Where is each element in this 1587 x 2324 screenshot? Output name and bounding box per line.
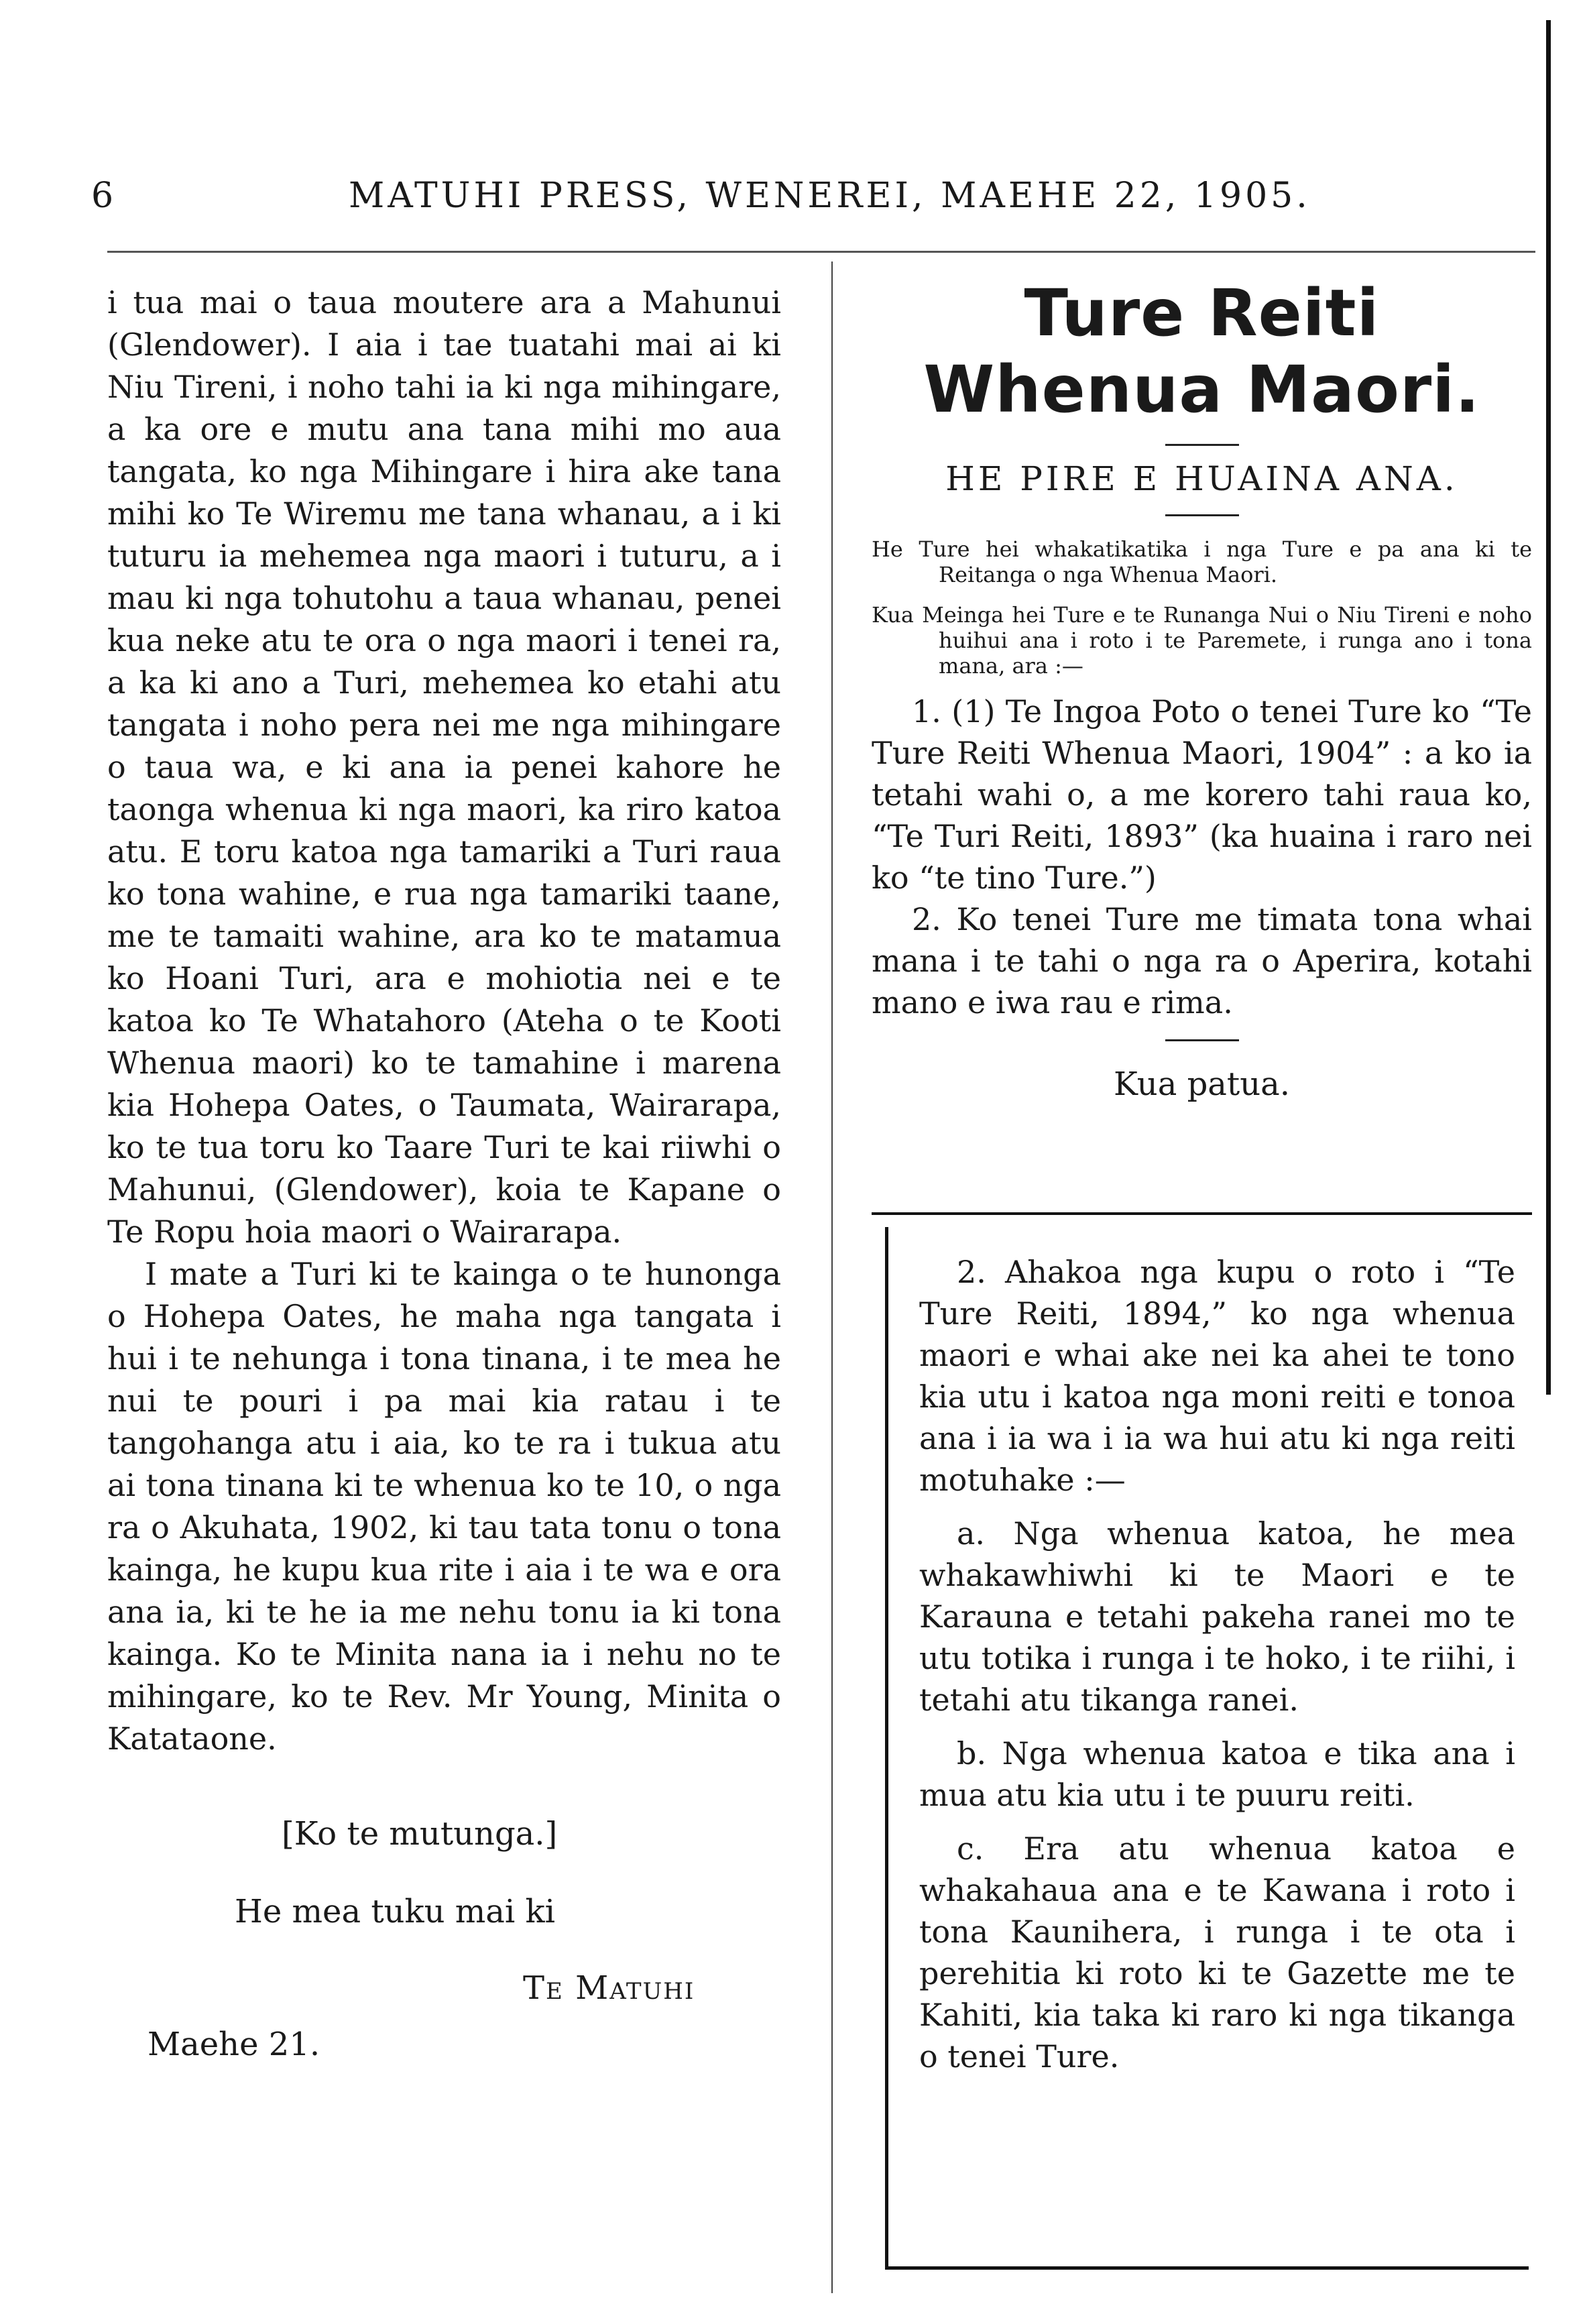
passed-note: Kua patua.: [1113, 1065, 1290, 1103]
signature: Te Matuhi: [523, 1969, 695, 2007]
section-rule: [1165, 1039, 1239, 1041]
page-edge-rule: [1546, 20, 1551, 1395]
title-rule: [1165, 444, 1239, 446]
subtitle-rule: [1165, 514, 1239, 516]
left-column: [107, 282, 781, 2063]
notice-item: a. Nga whenua katoa, he mea whakawhiwhi ki te Maori e te Karauna e tetahi pakeha ranei mo te utu totika i runga i te hoko, i te riihi, i tetahi atu tikanga ranei.: [919, 1515, 1515, 1718]
article-closing: [Ko te mutunga.]: [282, 1815, 558, 1853]
header-rule: [107, 251, 1535, 253]
notice-item: c. Era atu whenua katoa e whakahaua ana e te Kawana i roto i tona Kaunihera, i runga i te ota i perehitia ki roto ki te Gazette me te Kahiti, kia taka ki raro ki nga tikanga o tenei Ture.: [919, 1831, 1515, 2075]
act-title: Ture Reiti Whenua Maori.: [923, 276, 1480, 427]
act-section: 2. Ko tenei Ture me timata tona whai mana i te tahi o nga ra o Aperira, kotahi mano e iwa rau e rima.: [872, 901, 1532, 1021]
notice-item: b. Nga whenua katoa e tika ana i mua atu kia utu i te puuru reiti.: [919, 1735, 1515, 1813]
act-purpose: He Ture hei whakatikatika i nga Ture e pa ana ki te Reitanga o nga Whenua Maori.: [872, 536, 1532, 587]
notice-box: [885, 1227, 1529, 2270]
right-column: [872, 275, 1532, 1103]
running-head: MATUHI PRESS, WENEREI, MAEHE 22, 1905.: [349, 176, 1311, 216]
dateline: Maehe 21.: [148, 2026, 320, 2063]
sender-line: He mea tuku mai ki: [235, 1893, 555, 1930]
act-section: 1. (1) Te Ingoa Poto o tenei Ture ko “Te Ture Reiti Whenua Maori, 1904” : a ko ia tetahi wahi o, a me korero tahi raua ko, “Te Turi Reiti, 1893” (ka huaina i raro nei ko “te tino Ture.”): [872, 693, 1532, 896]
notice-intro: 2. Ahakoa nga kupu o roto i “Te Ture Reiti, 1894,” ko nga whenua maori e whai ake nei ka ahei te tono kia utu i katoa nga moni reiti e tonoa ana i ia wa i ia wa hui atu ki nga reiti motuhake :—: [919, 1254, 1515, 1498]
page-number: 6: [91, 176, 114, 216]
column-divider: [831, 262, 833, 2293]
article-paragraph: I mate a Turi ki te kainga o te hunonga o Hohepa Oates, he maha nga tangata i hui i te nehunga i tona tinana, i te mea he nui te pouri i pa mai kia ratau i te tangohanga atu i aia, ko te ra i tukua atu ai tona tinana ki te whenua ko te 10, o nga ra o Akuhata, 1902, ki tau tata tonu o tona kainga, he kupu kua rite i aia i te wa e ora ana ia, ki te he ia me nehu tonu ia ki tona kainga. Ko te Minita nana ia i nehu no te mihingare, ko te Rev. Mr Young, Minita o Katataone.: [107, 1256, 781, 1757]
enacting-clause: Kua Meinga hei Ture e te Runanga Nui o Niu Tireni e noho huihui ana i roto i te Paremete, i runga ano i tona mana, ara :—: [872, 602, 1532, 679]
bill-subtitle: HE PIRE E HUAINA ANA.: [945, 459, 1458, 498]
article-paragraph: i tua mai o taua moutere ara a Mahunui (Glendower). I aia i tae tuatahi mai ai ki Niu Tireni, i noho tahi ia ki nga mihingare, a ka ore e mutu ana tana mihi mo aua tangata, ko nga Mihingare i hira ake tana mihi ko Te Wiremu me tana whanau, a i ki tuturu ia mehemea nga maori i tuturu, a i mau ki nga tohutohu a taua whanau, penei kua neke atu te ora o nga maori i tenei ra, a ka ki ano a Turi, mehemea ko etahi atu tangata i noho pera nei me nga mihingare o taua wa, e ki ana ia penei kahore he taonga whenua ki nga maori, ka riro katoa atu. E toru katoa nga tamariki a Turi raua ko tona wahine, e rua nga tamariki taane, me te tamaiti wahine, ara ko te matamua ko Hoani Turi, ara e mohiotia nei e te katoa ko Te Whatahoro (Ateha o te Kooti Whenua maori) ko te tamahine i marena kia Hohepa Oates, o Taumata, Wairarapa, ko te tua toru ko Taare Turi te kai riiwhi o Mahunui, (Glendower), koia te Kapane o Te Ropu hoia maori o Wairarapa.: [107, 284, 781, 1250]
notice-top-rule: [872, 1212, 1532, 1215]
